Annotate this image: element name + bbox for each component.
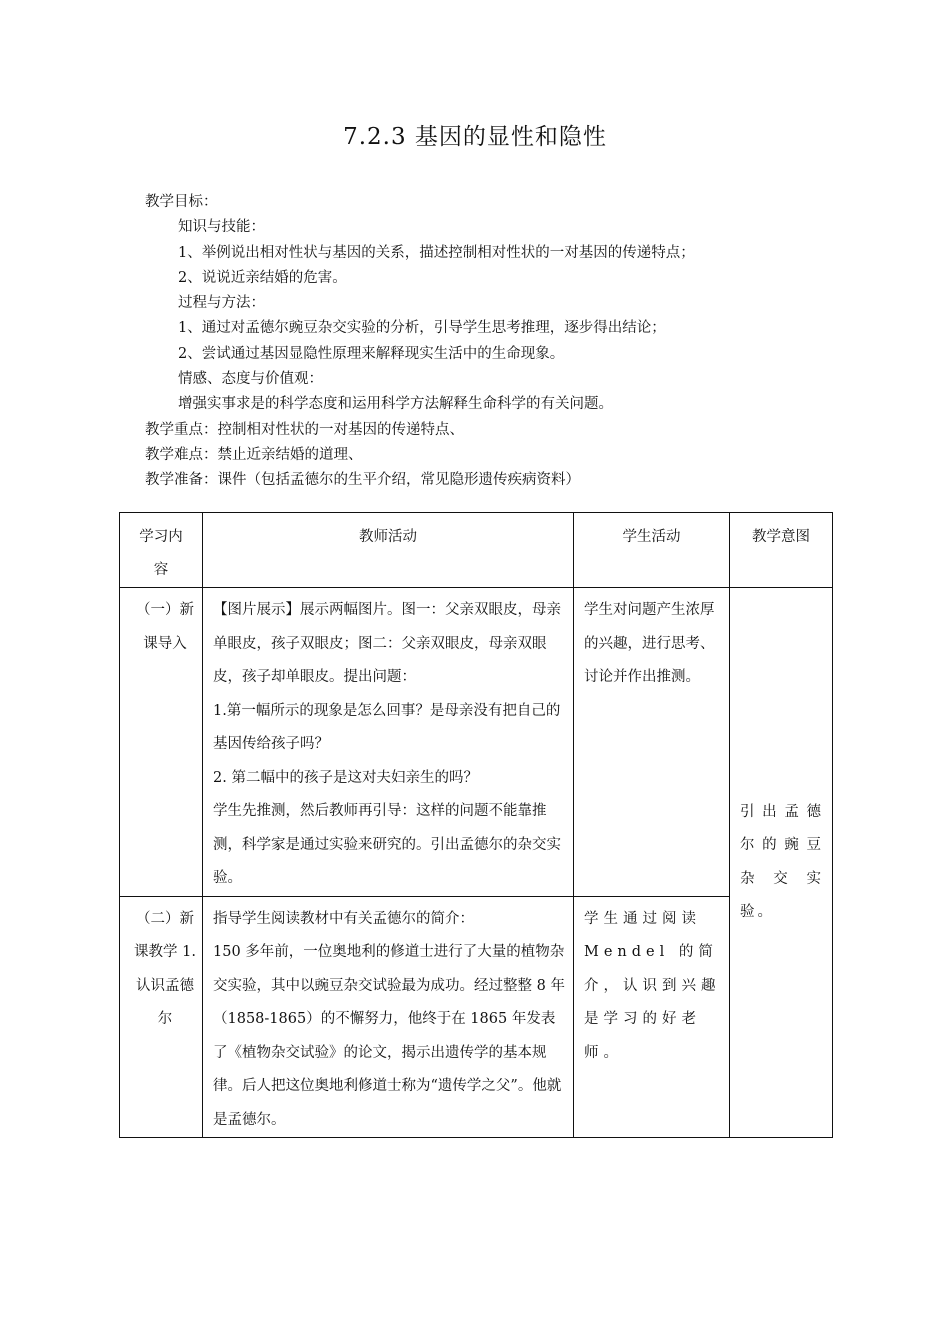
goals-label: 教学目标：: [145, 194, 218, 210]
process-label: 过程与方法：: [178, 295, 265, 312]
table-row: [120, 588, 833, 897]
process-item-2: 2、尝试通过基因显隐性原理来解释现实生活中的生命现象。: [178, 345, 565, 362]
row1-student: 学生对问题产生浓厚的兴趣，进行思考、讨论并作出推测。: [574, 588, 730, 897]
header-content: 学习内容: [120, 513, 203, 588]
intent-cell: [730, 588, 833, 1138]
process-item-1: 1、通过对孟德尔豌豆杂交实验的分析，引导学生思考推理，逐步得出结论；: [178, 320, 666, 337]
row2-teacher-p1: 指导学生阅读教材中有关孟德尔的简介：: [213, 910, 474, 927]
header-student: 学生活动: [574, 513, 730, 588]
intent-text: 引出孟德尔的豌豆杂交实验。: [740, 803, 824, 920]
key-point: 教学重点：控制相对性状的一对基因的传递特点、: [145, 421, 464, 438]
preparation: 教学准备：课件（包括孟德尔的生平介绍，常见隐形遗传疾病资料）: [145, 472, 580, 489]
lesson-plan-table: [119, 512, 833, 1138]
header-teacher: 教师活动: [203, 513, 574, 588]
difficulty: 教学难点：禁止近亲结婚的道理、: [145, 446, 363, 463]
page-title: 7.2.3 基因的显性和隐性: [343, 124, 607, 150]
knowledge-item-1: 1、举例说出相对性状与基因的关系，描述控制相对性状的一对基因的传递特点；: [178, 244, 695, 261]
row1-teacher-p4: 学生先推测，然后教师再引导：这样的问题不能靠推测，科学家是通过实验来研究的。引出孟德尔的杂交实验。: [213, 803, 561, 886]
row1-teacher-p1: 【图片展示】展示两幅图片。图一：父亲双眼皮，母亲单眼皮，孩子双眼皮；图二：父亲双眼皮，母亲双眼皮，孩子却单眼皮。提出问题：: [213, 602, 561, 685]
row1-teacher-p2: 1.第一幅所示的现象是怎么回事？是母亲没有把自己的基因传给孩子吗？: [213, 702, 561, 752]
lesson-intro: [145, 190, 865, 494]
emotion-label: 情感、态度与价值观：: [178, 371, 323, 388]
row2-student: 学生通过阅读 Mendel 的简介，认识到兴趣是学习的好老师。: [574, 896, 730, 1138]
emotion-item-1: 增强实事求是的科学态度和运用科学方法解释生命科学的有关问题。: [178, 396, 613, 413]
header-intent: 教学意图: [730, 513, 833, 588]
row1-content: （一）新课导入: [120, 588, 203, 897]
row2-teacher-p2: 150 多年前，一位奥地利的修道士进行了大量的植物杂交实验，其中以豌豆杂交试验最为成功。经过整整 8 年（1858-1865）的不懈努力，他终于在 1865 年发表了《植物杂交试验》的论文，揭示出遗传学的基本规律。后人把这位奥地利修道士称为“遗传学之父”。他就是孟德尔。: [213, 944, 565, 1128]
table-row: [120, 896, 833, 1138]
knowledge-label: 知识与技能：: [178, 219, 265, 236]
table-header-row: [120, 513, 833, 588]
row2-teacher: [203, 896, 574, 1138]
knowledge-item-2: 2、说说近亲结婚的危害。: [178, 269, 347, 286]
row1-teacher: [203, 588, 574, 897]
row1-teacher-p3: 2. 第二幅中的孩子是这对夫妇亲生的吗？: [213, 769, 478, 786]
row2-content: （二）新课教学 1. 认识孟德尔: [120, 896, 203, 1138]
